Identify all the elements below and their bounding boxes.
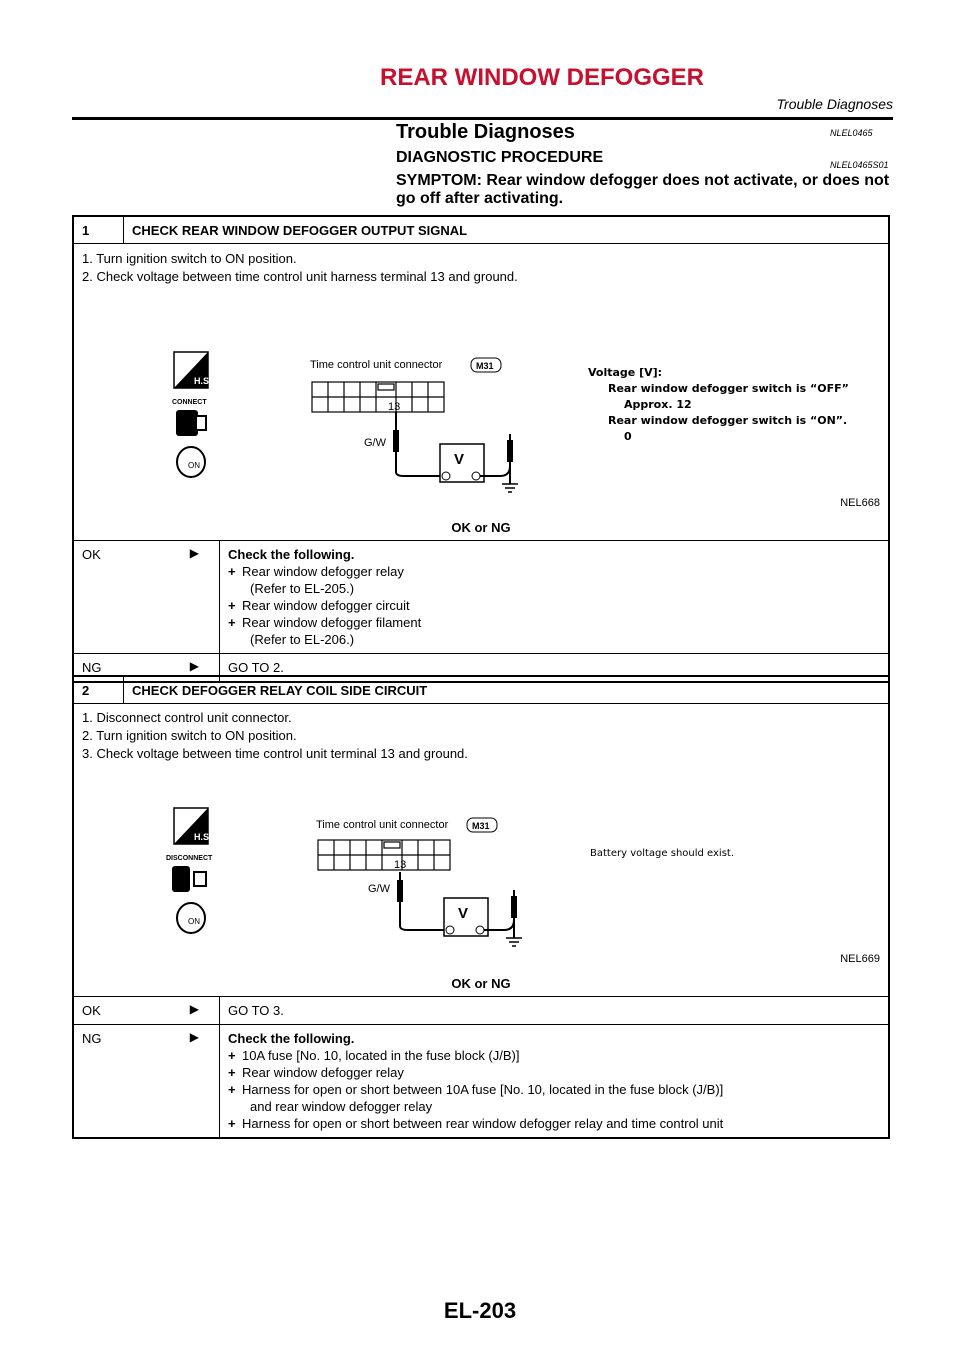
ignition-key-icon: [177, 447, 205, 477]
ok-or-ng: OK or NG: [451, 520, 511, 535]
header-title: REAR WINDOW DEFOGGER: [380, 64, 704, 91]
voltage-note: [588, 366, 849, 443]
step-2-instruction: 2. Turn ignition switch to ON position.: [82, 728, 297, 743]
connect-label: CONNECT: [172, 399, 207, 406]
battery-note: Battery voltage should exist.: [590, 848, 735, 859]
header-subtitle: Trouble Diagnoses: [776, 96, 893, 112]
header-rule: [72, 117, 893, 120]
arrow-icon: ▶: [189, 1030, 199, 1044]
list-item: + Rear window defogger relay: [228, 1064, 880, 1081]
connector-face: [318, 840, 450, 870]
ok-row: [74, 541, 888, 654]
connector-label: Time control unit connector: [316, 819, 449, 831]
step-2-diagram: [164, 800, 864, 950]
figure-id: NEL669: [840, 953, 880, 965]
ignition-key-icon: [177, 903, 205, 933]
wire-color: G/W: [364, 437, 386, 449]
procedure-heading: DIAGNOSTIC PROCEDURE: [396, 149, 604, 166]
step-1-header: [74, 217, 888, 244]
svg-text:V: V: [454, 451, 465, 468]
connector-icon: [172, 866, 206, 892]
ok-label: OK: [82, 547, 101, 562]
svg-text:ON: ON: [188, 917, 200, 926]
arrow-icon: ▶: [189, 1002, 199, 1016]
page-number: EL-203: [443, 1298, 517, 1323]
step-1-title: CHECK REAR WINDOW DEFOGGER OUTPUT SIGNAL: [132, 222, 468, 238]
terminal-number: 13: [388, 401, 401, 413]
step-2-body: [74, 704, 888, 997]
connector-face: [312, 382, 444, 412]
svg-text:Rear window defogger switch is: Rear window defogger switch is “OFF”: [608, 382, 849, 395]
ng-label: NG: [82, 1031, 102, 1046]
step-1-instruction: 1. Turn ignition switch to ON position.: [82, 251, 297, 266]
step-1-body: [74, 244, 888, 541]
svg-text:Approx. 12: Approx. 12: [624, 398, 692, 411]
connector-id: M31: [476, 361, 494, 371]
arrow-icon: ▶: [189, 659, 199, 673]
ok-row: [74, 997, 888, 1025]
section-title: Trouble Diagnoses: [396, 121, 575, 143]
list-item: + 10A fuse [No. 10, located in the fuse block (J/B)]: [228, 1047, 880, 1064]
list-item: and rear window defogger relay: [250, 1099, 433, 1114]
check-title: Check the following.: [228, 1031, 355, 1046]
procedure-ref: NLEL0465S01: [830, 160, 889, 170]
section-ref: NLEL0465: [830, 128, 873, 138]
step-2-box: [72, 675, 890, 1139]
list-item: (Refer to EL-205.): [250, 581, 355, 596]
voltmeter: [397, 872, 522, 946]
terminal-number: 13: [394, 859, 407, 871]
step-2-header: [74, 677, 888, 704]
svg-text:Voltage [V]:: Voltage [V]:: [588, 366, 663, 379]
check-title: Check the following.: [228, 547, 355, 562]
list-item: + Rear window defogger circuit: [228, 597, 880, 614]
figure-id: NEL668: [840, 497, 880, 509]
list-item: + Rear window defogger filament: [228, 614, 880, 631]
list-item: + Rear window defogger relay: [228, 563, 880, 580]
voltmeter: [393, 412, 518, 492]
step-2-instruction: 1. Disconnect control unit connector.: [82, 710, 292, 725]
ng-row: [74, 1025, 888, 1137]
hs-icon: [174, 352, 212, 388]
svg-text:Rear window defogger switch is: Rear window defogger switch is “ON”.: [608, 414, 848, 427]
list-item: (Refer to EL-206.): [250, 632, 355, 647]
wire-color: G/W: [368, 883, 390, 895]
disconnect-label: DISCONNECT: [166, 855, 213, 862]
connector-label: Time control unit connector: [310, 359, 443, 371]
ok-label: OK: [82, 1003, 101, 1018]
ok-or-ng: OK or NG: [451, 976, 511, 991]
step-2-title: CHECK DEFOGGER RELAY COIL SIDE CIRCUIT: [132, 682, 428, 698]
svg-text:ON: ON: [188, 461, 200, 470]
step-2-number: 2: [74, 677, 124, 703]
step-1-instruction: 2. Check voltage between time control unit harness terminal 13 and ground.: [82, 269, 518, 284]
svg-text:H.S.: H.S.: [194, 376, 212, 386]
connector-icon: [176, 410, 206, 436]
step-2-instruction: 3. Check voltage between time control unit terminal 13 and ground.: [82, 746, 468, 761]
connector-id: M31: [472, 821, 490, 831]
svg-text:H.S.: H.S.: [194, 832, 212, 842]
step-1-diagram: [164, 344, 864, 494]
ng-label: NG: [82, 660, 102, 675]
ng-action: GO TO 2.: [219, 654, 888, 681]
ok-action: GO TO 3.: [219, 997, 888, 1024]
svg-text:0: 0: [624, 430, 632, 443]
list-item: + Harness for open or short between rear window defogger relay and time control unit: [228, 1115, 880, 1132]
step-1-number: 1: [74, 217, 124, 243]
hs-icon: [174, 808, 212, 844]
arrow-icon: ▶: [189, 546, 199, 560]
symptom: SYMPTOM: Rear window defogger does not activate, or does not go off after activating.: [396, 172, 890, 207]
step-1-box: [72, 215, 890, 683]
list-item: + Harness for open or short between 10A fuse [No. 10, located in the fuse block (J/B)]: [228, 1081, 880, 1098]
svg-text:V: V: [458, 905, 469, 922]
